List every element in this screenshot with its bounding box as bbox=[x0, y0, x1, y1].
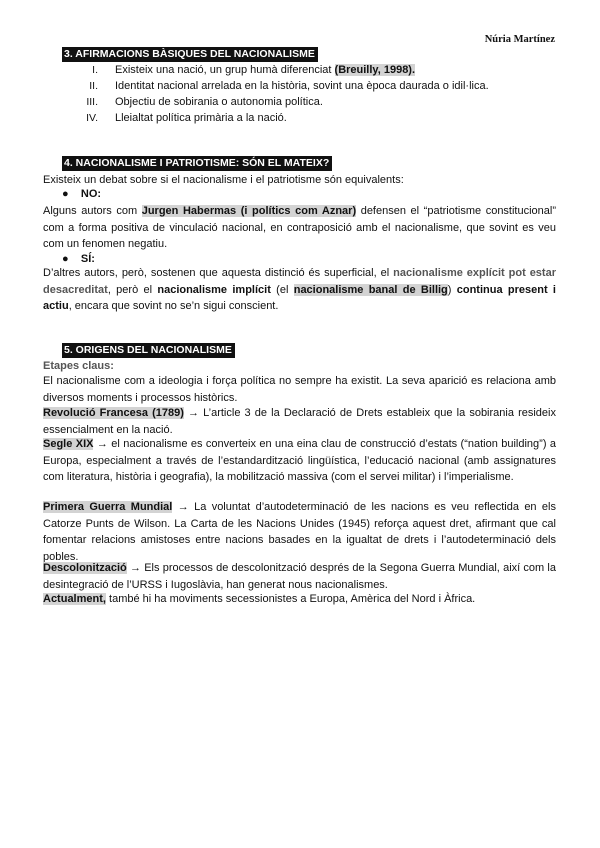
bullet-no: ● NO: bbox=[62, 188, 102, 200]
list-item bbox=[115, 64, 415, 76]
stage-label: Actualment, bbox=[43, 593, 106, 605]
stage-item: Revolució Francesa (1789) → L’article 3 de la Declaració de Drets estableix que la sobirania resideix essencialment en la nació. bbox=[43, 407, 556, 436]
highlight: Jurgen Habermas (i polítics com Aznar) bbox=[141, 205, 357, 217]
list-number: IV. bbox=[86, 112, 98, 124]
list-item: Objectiu de sobirania o autonomia política. bbox=[115, 96, 323, 108]
paragraph: D’altres autors, però, sostenen que aquesta distinció és superficial, el nacionalisme explícit pot estar desacreditat, però el nacionalisme implícit (el nacionalisme banal de Billig) continua present i actiu, encara que sovint no se’n sigui conscient. bbox=[43, 267, 556, 312]
stage-item: Primera Guerra Mundial → La voluntat d’autodeterminació de les nacions es veu reflectida en els Catorze Punts de Wilson. La Carta de les Nacions Unides (1945) reforça aquest dret, afirmant que cal fomentar relacions amistoses entre nacions basades en la igualtat de drets i l’autodeterminació dels pobles. bbox=[43, 501, 556, 563]
stage-item: Actualment, també hi ha moviments secessionistes a Europa, Amèrica del Nord i Àfrica. bbox=[43, 593, 476, 605]
paragraph: Alguns autors com Jurgen Habermas (i polítics com Aznar) defensen el “patriotisme constitucional” com a forma positiva de vinculació nacional, en contraposició amb el nacionalisme, que sovint es veu com un fenomen negatiu. bbox=[43, 205, 557, 250]
section-3-heading: 3. AFIRMACIONS BÀSIQUES DEL NACIONALISME bbox=[62, 47, 318, 62]
list-item: Lleialtat política primària a la nació. bbox=[115, 112, 287, 124]
stage-item: Segle XIX → el nacionalisme es converteix en una eina clau de construcció d’estats (“nation building”) a Europa, especialment a través de l’estandardització lingüística, l’educació nacional (amb assignatures com literatura, història i geografia), la mobilització massiva (com el servei militar) i l’imperialisme. bbox=[43, 438, 556, 483]
section-4-heading: 4. NACIONALISME I PATRIOTISME: SÓN EL MATEIX? bbox=[62, 156, 332, 171]
citation: (Breuilly, 1998). bbox=[334, 64, 416, 76]
list-number: I. bbox=[92, 64, 98, 76]
subheading: Etapes claus: bbox=[43, 360, 114, 372]
list-item-text: Existeix una nació, un grup humà diferenciat bbox=[115, 64, 335, 76]
highlight: nacionalisme banal de Billig bbox=[293, 283, 448, 296]
list-item: Identitat nacional arrelada en la història, sovint una època daurada o idil·lica. bbox=[115, 80, 489, 92]
bullet-label: NO: bbox=[80, 188, 102, 200]
bullet-yes: ● SÍ: bbox=[62, 253, 95, 265]
stage-label: Revolució Francesa (1789) bbox=[43, 407, 184, 419]
section-5-heading: 5. ORIGENS DEL NACIONALISME bbox=[62, 343, 235, 358]
stage-label: Segle XIX bbox=[43, 438, 94, 450]
paragraph: Existeix un debat sobre si el nacionalisme i el patriotisme són equivalents: bbox=[43, 174, 404, 186]
stage-label: Primera Guerra Mundial bbox=[43, 501, 173, 513]
list-number: II. bbox=[89, 80, 98, 92]
paragraph: El nacionalisme com a ideologia i força política no sempre ha existit. La seva aparició es relaciona amb diversos moments i processos històrics. bbox=[43, 375, 556, 404]
author-name: Núria Martínez bbox=[484, 34, 555, 45]
stage-label: Descolonització bbox=[43, 562, 127, 574]
list-number: III. bbox=[86, 96, 98, 108]
bullet-label: SÍ: bbox=[80, 253, 95, 265]
stage-item: Descolonització → Els processos de descolonització després de la Segona Guerra Mundial, així com la desintegració de l’URSS i Iugoslàvia, han generat nous nacionalismes. bbox=[43, 562, 556, 591]
